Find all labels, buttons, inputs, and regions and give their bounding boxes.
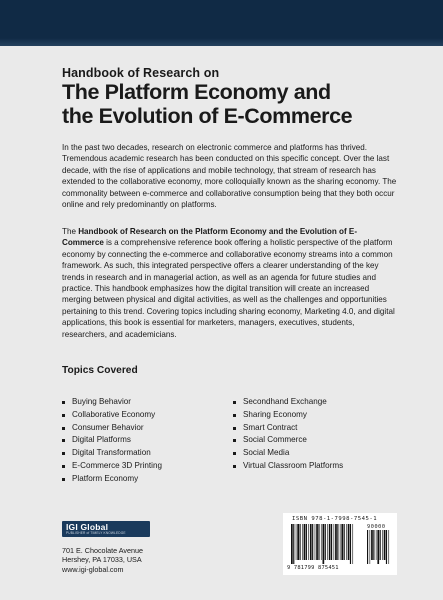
bullet-icon bbox=[233, 401, 236, 404]
barcode-bar bbox=[315, 524, 316, 560]
ean-barcode-bars bbox=[290, 524, 364, 564]
bullet-icon bbox=[233, 414, 236, 417]
address-line-1: 701 E. Chocolate Avenue bbox=[62, 546, 143, 555]
barcode-bar bbox=[373, 530, 374, 560]
book-title bbox=[62, 80, 422, 128]
publisher-address bbox=[62, 546, 143, 574]
barcode-bar bbox=[329, 524, 331, 560]
barcode-bar bbox=[296, 524, 297, 560]
topic-item bbox=[62, 473, 162, 486]
barcode-bar bbox=[335, 524, 337, 560]
description-paragraph bbox=[62, 226, 397, 340]
topic-label: Buying Behavior bbox=[72, 397, 131, 406]
topic-item bbox=[233, 460, 343, 473]
barcode-bar bbox=[377, 530, 379, 564]
book-title-line-2: the Evolution of E-Commerce bbox=[62, 104, 353, 128]
bullet-icon bbox=[233, 427, 236, 430]
barcode-bar bbox=[382, 530, 383, 560]
barcode-bar bbox=[371, 530, 373, 560]
topic-item bbox=[62, 447, 162, 460]
barcode-bar bbox=[348, 524, 350, 560]
barcode-bar bbox=[310, 524, 312, 560]
barcode-bar bbox=[297, 524, 299, 560]
barcode-bar bbox=[293, 524, 294, 564]
barcode-bar bbox=[321, 524, 322, 560]
barcode-bar bbox=[337, 524, 338, 560]
barcode-bar bbox=[306, 524, 307, 560]
barcode-bar bbox=[388, 530, 389, 564]
topic-label: Sharing Economy bbox=[243, 409, 307, 419]
bullet-icon bbox=[233, 465, 236, 468]
topic-item bbox=[233, 409, 343, 422]
isbn-number: ISBN 978-1-7998-7545-1 bbox=[292, 516, 378, 522]
publisher-logo bbox=[62, 521, 150, 537]
address-line-2: Hershey, PA 17033, USA bbox=[62, 555, 142, 565]
barcode-bar bbox=[340, 524, 341, 560]
topic-label: Digital Transformation bbox=[72, 448, 151, 458]
description-body: is a comprehensive reference book offering a holistic perspective of the platform economy by connecting the e-commerce and collaborative economy streams into a common framework. As such, this integrated perspective offers a clearer understanding of the key trends in research and in managerial action, as well as an agenda for future studies and practice. This handbook emphasizes how the digital transition will create an increased merging between physical and digital activities, as well as the challenges and opportunities pertaining to this trend. Covering topics including sharing economy, Marketing 4.0, and digital applications, this book is essential for marketers, managers, executives, students, researchers, and academicians. bbox=[62, 238, 395, 339]
barcode-bar bbox=[370, 530, 371, 564]
top-color-band bbox=[0, 0, 443, 46]
topics-heading: Topics Covered bbox=[62, 365, 138, 376]
topic-item bbox=[62, 409, 162, 422]
topic-item bbox=[233, 447, 343, 460]
topic-label: E-Commerce 3D Printing bbox=[72, 460, 162, 470]
book-title-line-1: The Platform Economy and bbox=[62, 80, 331, 104]
barcode-bar bbox=[302, 524, 303, 560]
barcode-bar bbox=[380, 530, 381, 560]
topic-item bbox=[233, 396, 343, 409]
barcode-bar bbox=[384, 530, 386, 560]
barcode-bar bbox=[291, 524, 293, 564]
bullet-icon bbox=[62, 478, 65, 481]
topic-item bbox=[62, 434, 162, 447]
barcode-bar bbox=[300, 524, 301, 560]
topics-list-left bbox=[62, 396, 162, 486]
topic-label: Platform Economy bbox=[72, 473, 139, 483]
barcode-bar bbox=[352, 524, 353, 564]
band-gradient-edge bbox=[0, 38, 443, 46]
topic-item bbox=[62, 460, 162, 473]
barcode-bar bbox=[367, 530, 368, 564]
bullet-icon bbox=[233, 452, 236, 455]
bullet-icon bbox=[62, 465, 65, 468]
barcode-bar bbox=[344, 524, 345, 560]
barcode-bar bbox=[312, 524, 313, 560]
barcode-bar bbox=[325, 524, 326, 560]
ean-digits: 9 781799 875451 bbox=[287, 565, 339, 571]
topic-label: Social Commerce bbox=[243, 435, 307, 445]
publisher-logo-text: IGI Global bbox=[66, 522, 109, 532]
book-kicker: Handbook of Research on bbox=[62, 66, 220, 80]
publisher-logo-tagline: PUBLISHER of TIMELY KNOWLEDGE bbox=[66, 531, 126, 535]
topic-label: Digital Platforms bbox=[72, 435, 131, 445]
topic-label: Collaborative Economy bbox=[72, 409, 156, 419]
barcode-bar bbox=[334, 524, 335, 560]
barcode-bar bbox=[341, 524, 343, 560]
barcode-bar bbox=[350, 524, 351, 564]
intro-paragraph: In the past two decades, research on electronic commerce and platforms has thrived. Tremendous academic research has been conducted on this specific concept. Over the last decade, with the rise of applications and mobile technology, that stream of research has extended to the collaborative economy, more colloquially known as the sharing economy. The commonality between e-commerce and collaborative consumption being that they both occur online and rely predominantly on platforms. bbox=[62, 143, 397, 210]
topic-item bbox=[62, 422, 162, 435]
barcode-bar bbox=[316, 524, 318, 560]
barcode-bar bbox=[308, 524, 309, 560]
barcode-bar bbox=[331, 524, 332, 560]
barcode-bar bbox=[318, 524, 319, 560]
barcode-bar bbox=[386, 530, 387, 564]
bullet-icon bbox=[62, 427, 65, 430]
topic-label: Consumer Behavior bbox=[72, 422, 144, 432]
topic-label: Secondhand Exchange bbox=[243, 397, 327, 406]
barcode-bar bbox=[346, 524, 347, 560]
topic-item bbox=[62, 396, 162, 409]
barcode-bar bbox=[304, 524, 306, 560]
publisher-website: www.igi-global.com bbox=[62, 564, 124, 574]
barcode-bar bbox=[376, 530, 377, 560]
topic-label: Smart Contract bbox=[243, 422, 298, 432]
topic-label: Virtual Classroom Platforms bbox=[243, 460, 344, 470]
description-book-title: Handbook of Research on the Platform Economy and the Evolution of E-Commerce bbox=[62, 227, 358, 248]
isbn-barcode bbox=[283, 513, 397, 575]
bullet-icon bbox=[233, 439, 236, 442]
bullet-icon bbox=[62, 439, 65, 442]
barcode-bar bbox=[323, 524, 325, 564]
bullet-icon bbox=[62, 452, 65, 455]
topic-item bbox=[233, 422, 343, 435]
barcode-bar bbox=[327, 524, 328, 560]
topics-list-right bbox=[233, 396, 343, 473]
topic-item bbox=[233, 434, 343, 447]
bullet-icon bbox=[62, 401, 65, 404]
addon-price-digits: 90000 bbox=[367, 524, 386, 530]
addon-barcode-bars bbox=[366, 530, 392, 564]
description-prefix: The bbox=[62, 227, 79, 236]
topic-label: Social Media bbox=[243, 448, 290, 458]
bullet-icon bbox=[62, 414, 65, 417]
